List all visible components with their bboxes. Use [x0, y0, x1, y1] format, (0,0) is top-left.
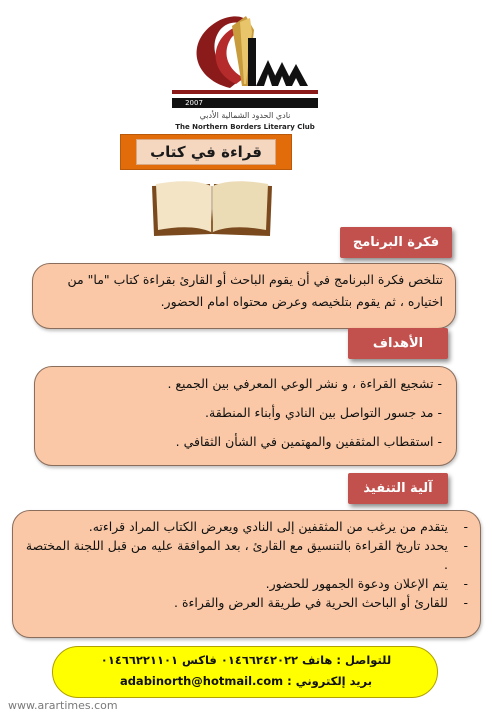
logo-emblem-icon — [160, 8, 330, 112]
idea-text: تتلخص فكرة البرنامج في أن يقوم الباحث أو القارئ بقراءة كتاب "ما" من اختياره ، ثم يقوم بتلخيصه وعرض محتواه امام الحضور. — [67, 272, 443, 309]
execution-item — [21, 593, 470, 612]
contact-box — [52, 646, 438, 698]
footer-watermark: www.arartimes.com — [8, 699, 118, 712]
bullet: - — [463, 595, 468, 610]
logo-arabic-name: نادي الحدود الشمالية الأدبي — [199, 111, 291, 120]
goals-heading: الأهداف — [348, 328, 448, 359]
goal-item: - استقطاب المثقفين والمهتمين في الشأن الثقافي . — [175, 434, 442, 449]
execution-item — [21, 536, 470, 574]
bullet: - — [463, 576, 468, 591]
idea-heading: فكرة البرنامج — [340, 227, 452, 258]
execution-item-text: يتقدم من يرغب من المثقفين إلى النادي ويعرض الكتاب المراد قراءته. — [88, 519, 448, 534]
execution-item — [21, 574, 470, 593]
bullet: - — [463, 538, 468, 553]
club-logo — [160, 8, 330, 130]
contact-email: بريد إلكتروني : adabinorth@hotmail.com — [119, 674, 373, 688]
execution-item-text: يتم الإعلان ودعوة الجمهور للحضور. — [265, 576, 448, 591]
idea-box — [32, 263, 456, 329]
execution-item-text: للقارئ أو الباحث الحرية في طريقة العرض والقراءة . — [174, 595, 448, 610]
contact-phone-fax: للتواصل : هاتف ٠١٤٦٦٢٤٢٠٢٢ فاكس ٠١٤٦٦٢٢١١٠١ — [100, 653, 392, 667]
goals-box — [34, 366, 457, 466]
bullet: - — [463, 519, 468, 534]
page-title: قراءة في كتاب — [136, 139, 276, 165]
execution-item-text: يحدد تاريخ القراءة بالتنسيق مع القارئ ، بعد الموافقة عليه من قبل اللجنة المختصة . — [25, 538, 448, 572]
open-book-icon — [148, 178, 276, 242]
execution-box — [12, 510, 481, 638]
logo-english-name: The Northern Borders Literary Club — [175, 123, 315, 131]
execution-heading: آلية التنفيذ — [348, 473, 448, 504]
title-banner — [120, 134, 292, 170]
goal-item: - مد جسور التواصل بين النادي وأبناء المنطقة. — [205, 405, 442, 420]
logo-year: 2007 — [185, 99, 203, 107]
goal-item: - تشجيع القراءة ، و نشر الوعي المعرفي بين الجميع . — [167, 376, 442, 391]
execution-item — [21, 517, 470, 536]
